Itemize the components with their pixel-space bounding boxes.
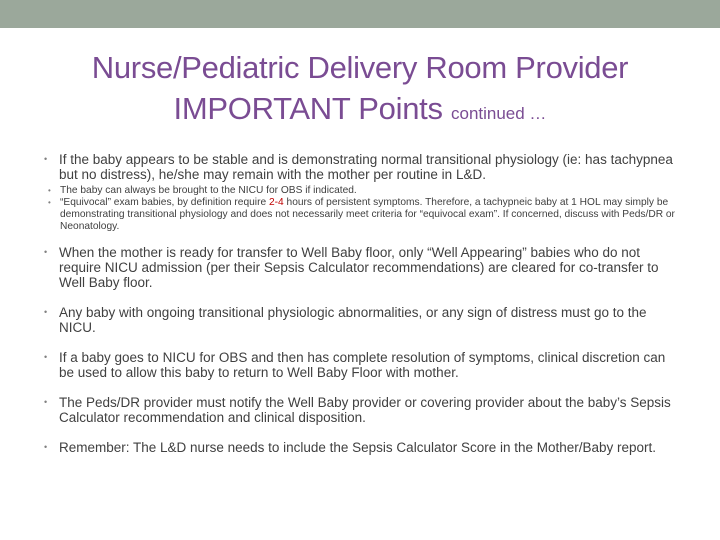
bullet-5	[44, 395, 684, 425]
slide-body	[44, 152, 684, 455]
bullet-1	[44, 152, 684, 182]
bullet-marker: •	[44, 154, 48, 164]
bullet-marker: •	[44, 307, 48, 317]
header-bar	[0, 0, 720, 28]
sub-bullet-marker: •	[48, 186, 51, 195]
sub-bullet-text-end: hours of persistent symptoms. Therefore, a tachypneic baby at 1 HOL may simply be demonstrating transitional physiology and does not necessarily meet criteria for “equivocal exam”. If concerned, discuss with Peds/DR or Neonatology.	[60, 197, 675, 232]
slide-title	[20, 47, 700, 134]
sub-bullet-list	[44, 185, 684, 233]
bullet-marker: •	[44, 442, 48, 452]
bullet-text: Remember: The L&D nurse needs to include the Sepsis Calculator Score in the Mother/Baby report.	[59, 440, 657, 455]
bullet-text: Any baby with ongoing transitional physiologic abnormalities, or any sign of distress must go to the NICU.	[59, 305, 647, 335]
bullet-marker: •	[44, 352, 48, 362]
sub-bullet-text-start: “Equivocal” exam babies, by definition require	[60, 197, 269, 208]
sub-bullet-2	[48, 197, 684, 233]
sub-bullet-1	[48, 185, 684, 197]
bullet-6	[44, 440, 684, 455]
bullet-3	[44, 305, 684, 335]
bullet-2	[44, 245, 684, 290]
title-line-2	[20, 88, 700, 134]
bullet-text: If a baby goes to NICU for OBS and then has complete resolution of symptoms, clinical discretion can be used to allow this baby to return to Well Baby Floor with mother.	[59, 350, 666, 380]
sub-bullet-text: The baby can always be brought to the NICU for OBS if indicated.	[60, 185, 357, 196]
bullet-text: When the mother is ready for transfer to Well Baby floor, only “Well Appearing” babies who do not require NICU admission (per their Sepsis Calculator recommendations) are cleared for co-transfer to Well Baby floor.	[59, 245, 659, 290]
bullet-4	[44, 350, 684, 380]
title-main: IMPORTANT Points	[173, 91, 443, 126]
bullet-text: The Peds/DR provider must notify the Well Baby provider or covering provider about the baby’s Sepsis Calculator recommendation and clinical disposition.	[59, 395, 671, 425]
title-line-1: Nurse/Pediatric Delivery Room Provider	[91, 50, 629, 85]
sub-bullet-marker: •	[48, 198, 51, 207]
highlight-hours: 2-4	[268, 197, 284, 208]
bullet-marker: •	[44, 247, 48, 257]
title-suffix: continued …	[450, 104, 547, 123]
bullet-text: If the baby appears to be stable and is demonstrating normal transitional physiology (ie: has tachypnea but no distress), he/she may remain with the mother per routine in L&D.	[59, 152, 673, 182]
bullet-marker: •	[44, 397, 48, 407]
